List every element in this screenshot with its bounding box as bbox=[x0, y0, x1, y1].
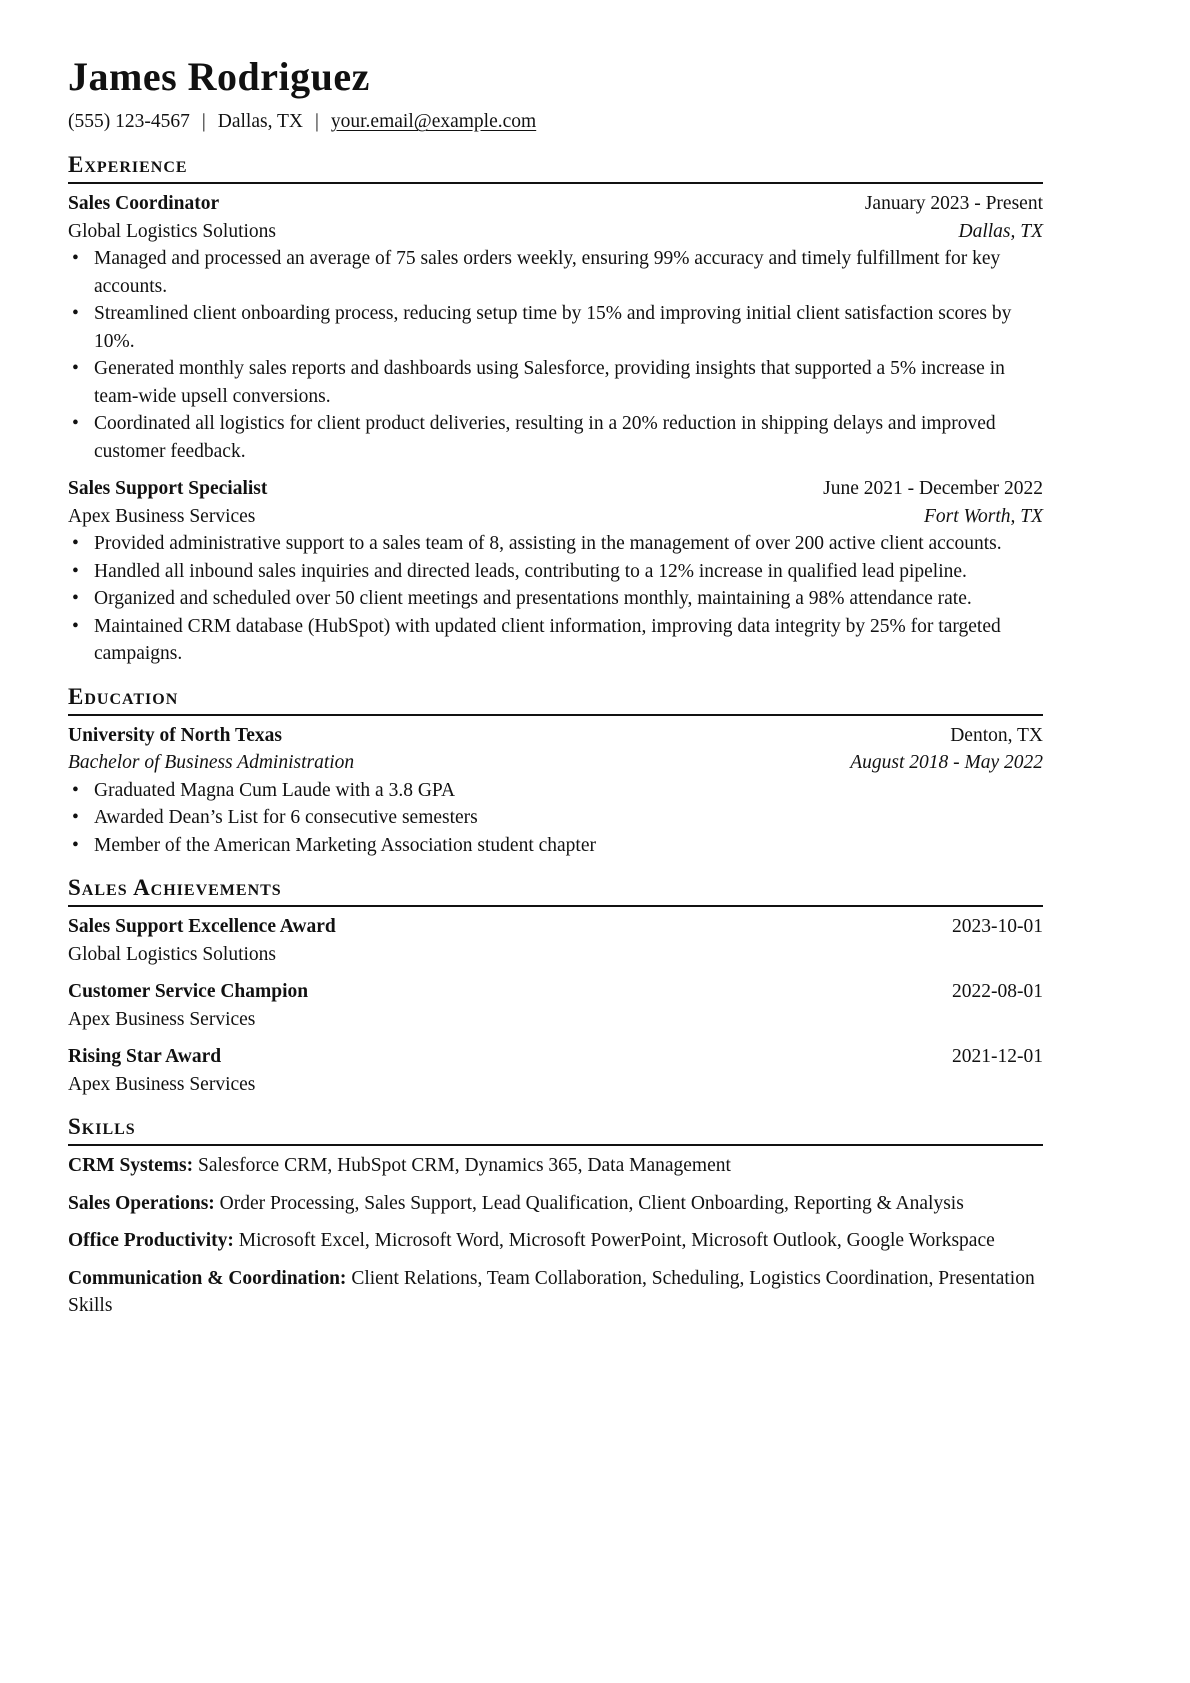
bullet-item: • Member of the American Marketing Association student chapter bbox=[94, 832, 1043, 860]
resume-header bbox=[68, 52, 1043, 136]
skill-category: CRM Systems: bbox=[68, 1155, 198, 1176]
job-location: Fort Worth, TX bbox=[923, 505, 1043, 527]
bullet-list bbox=[68, 777, 1043, 860]
education-section bbox=[68, 682, 1043, 860]
job-dates: January 2023 - Present bbox=[864, 193, 1043, 214]
company-name: Apex Business Services bbox=[68, 505, 256, 527]
phone: (555) 123-4567 bbox=[68, 111, 190, 132]
bullet-item: • Handled all inbound sales inquiries and directed leads, contributing to a 12% increase in qualified lead pipeline. bbox=[94, 558, 1043, 586]
achievement-entry bbox=[68, 1043, 1043, 1098]
bullet-item: • Provided administrative support to a sales team of 8, assisting in the management of over 200 active client accounts. bbox=[94, 530, 1043, 558]
contact-line bbox=[68, 108, 1043, 136]
school-name: University of North Texas bbox=[68, 724, 282, 746]
achievement-name: Rising Star Award bbox=[68, 1046, 222, 1067]
separator: | bbox=[314, 111, 319, 132]
job-title: Sales Coordinator bbox=[68, 193, 220, 214]
education-dates: August 2018 - May 2022 bbox=[850, 752, 1043, 773]
skill-category: Office Productivity: bbox=[68, 1230, 239, 1251]
job-dates: June 2021 - December 2022 bbox=[823, 478, 1043, 499]
candidate-name: James Rodriguez bbox=[68, 54, 370, 99]
bullet-item: • Graduated Magna Cum Laude with a 3.8 GPA bbox=[94, 777, 1043, 805]
skill-values: Order Processing, Sales Support, Lead Qualification, Client Onboarding, Reporting & Analysis bbox=[219, 1192, 964, 1214]
section-title-skills: Skills bbox=[68, 1112, 1043, 1146]
section-title-achievements: Sales Achievements bbox=[68, 873, 1043, 907]
achievement-date: 2022-08-01 bbox=[952, 981, 1043, 1002]
experience-entry bbox=[68, 475, 1043, 668]
skills-section bbox=[68, 1112, 1043, 1320]
skill-values: Microsoft Excel, Microsoft Word, Microsoft PowerPoint, Microsoft Outlook, Google Workspace bbox=[238, 1230, 995, 1251]
degree: Bachelor of Business Administration bbox=[68, 752, 355, 773]
achievement-org: Apex Business Services bbox=[68, 1008, 256, 1030]
experience-section bbox=[68, 150, 1043, 668]
bullet-list bbox=[68, 245, 1043, 465]
bullet-list bbox=[68, 530, 1043, 668]
bullet-item: • Organized and scheduled over 50 client meetings and presentations monthly, maintaining a 98% attendance rate. bbox=[94, 585, 1043, 613]
separator: | bbox=[201, 111, 206, 132]
achievement-org: Global Logistics Solutions bbox=[68, 943, 277, 965]
achievement-entry bbox=[68, 913, 1043, 968]
achievement-date: 2021-12-01 bbox=[952, 1046, 1043, 1067]
bullet-item: • Maintained CRM database (HubSpot) with updated client information, improving data integrity by 25% for targeted campaigns. bbox=[94, 613, 1043, 668]
bullet-item: • Generated monthly sales reports and dashboards using Salesforce, providing insights that supported a 5% increase in team-wide upsell conversions. bbox=[94, 355, 1043, 410]
skill-row bbox=[68, 1152, 1043, 1180]
job-location: Dallas, TX bbox=[958, 220, 1043, 242]
achievement-name: Sales Support Excellence Award bbox=[68, 916, 336, 937]
achievement-entry bbox=[68, 978, 1043, 1033]
section-title-education: Education bbox=[68, 682, 1043, 716]
achievement-date: 2023-10-01 bbox=[952, 916, 1043, 937]
bullet-item: • Streamlined client onboarding process, reducing setup time by 15% and improving initial client satisfaction scores by 10%. bbox=[94, 300, 1043, 355]
company-name: Global Logistics Solutions bbox=[68, 220, 277, 242]
skill-row bbox=[68, 1227, 1043, 1255]
experience-entry bbox=[68, 190, 1043, 465]
skill-row bbox=[68, 1190, 1043, 1218]
achievements-section bbox=[68, 873, 1043, 1098]
skill-row bbox=[68, 1265, 1043, 1320]
achievement-name: Customer Service Champion bbox=[68, 981, 309, 1002]
skill-values: Client Relations, Team Collaboration, Scheduling, Logistics Coordination, Presentation Skills bbox=[68, 1267, 1035, 1316]
section-title-experience: Experience bbox=[68, 150, 1043, 184]
school-location: Denton, TX bbox=[950, 724, 1043, 746]
skill-category: Communication & Coordination: bbox=[68, 1267, 352, 1289]
resume-page bbox=[68, 52, 1043, 1330]
education-entry bbox=[68, 722, 1043, 860]
email-link[interactable]: your.email@example.com bbox=[330, 111, 537, 132]
bullet-item: • Managed and processed an average of 75 sales orders weekly, ensuring 99% accuracy and timely fulfillment for key accounts. bbox=[94, 245, 1043, 300]
achievement-org: Apex Business Services bbox=[68, 1073, 256, 1095]
skill-values: Salesforce CRM, HubSpot CRM, Dynamics 365, Data Management bbox=[197, 1155, 731, 1176]
bullet-item: • Coordinated all logistics for client product deliveries, resulting in a 20% reduction in shipping delays and improved customer feedback. bbox=[94, 410, 1043, 465]
job-title: Sales Support Specialist bbox=[68, 478, 268, 499]
bullet-item: • Awarded Dean’s List for 6 consecutive semesters bbox=[94, 804, 1043, 832]
skill-category: Sales Operations: bbox=[68, 1192, 220, 1214]
location: Dallas, TX bbox=[217, 111, 303, 132]
